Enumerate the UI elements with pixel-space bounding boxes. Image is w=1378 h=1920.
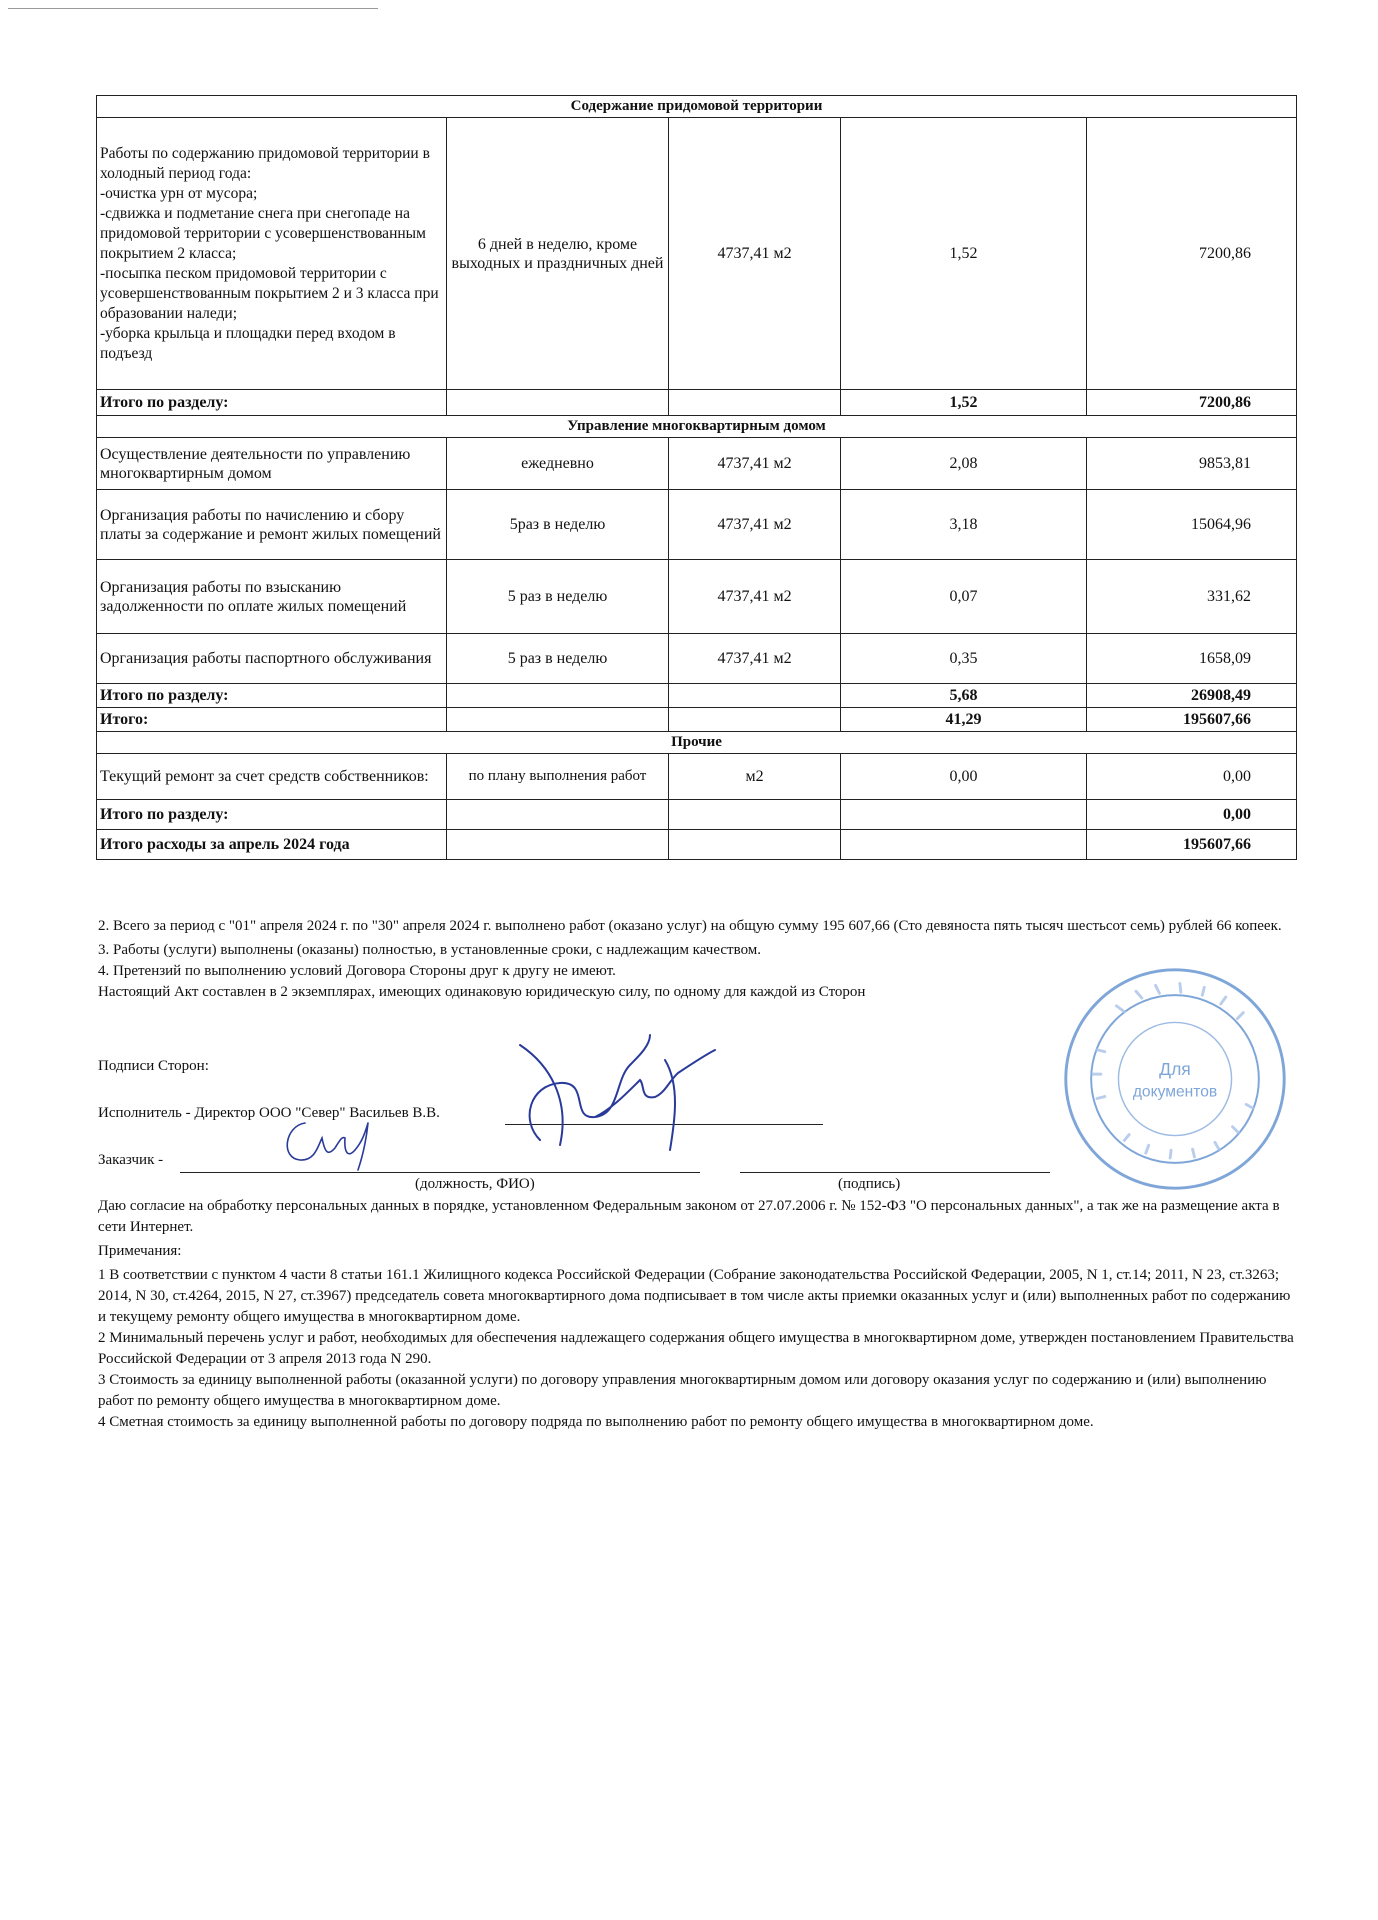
work-description: Работы по содержанию придомовой территории в холодный период года: -очистка урн от мусора; -сдвижка и подметание снега при снегопаде на придомовой территории с усовершенствованным покрытием 2 класса; -посыпка песком придомовой территории с усовершенствованным покрытием 2 и 3 класса при образовании наледи; -уборка крыльца и площадки перед входом в подъезд — [97, 118, 447, 390]
area: 4737,41 м2 — [669, 560, 841, 634]
subtotal-label: Итого по разделу: — [97, 390, 447, 416]
area: м2 — [669, 754, 841, 800]
frequency: 5 раз в неделю — [447, 634, 669, 684]
total-sum: 195607,66 — [1087, 708, 1297, 732]
table-row — [97, 438, 1297, 490]
act-table — [96, 95, 1297, 860]
director-signature — [500, 1025, 760, 1165]
frequency: ежедневно — [447, 438, 669, 490]
subtotal-sum: 26908,49 — [1087, 684, 1297, 708]
subtotal-row — [97, 684, 1297, 708]
table-row — [97, 490, 1297, 560]
subtotal-rate: 5,68 — [841, 684, 1087, 708]
rate: 1,52 — [841, 118, 1087, 390]
customer-sign-line — [740, 1172, 1050, 1173]
note-4: 4 Сметная стоимость за единицу выполненной работы по договору подряда по выполнению работ по ремонту общего имущества в многоквартирном доме. — [98, 1414, 1094, 1430]
sum: 15064,96 — [1087, 490, 1297, 560]
work-description: Организация работы паспортного обслуживания — [97, 634, 447, 684]
subtotal-label: Итого по разделу: — [97, 800, 447, 830]
table-row — [97, 754, 1297, 800]
rate: 0,35 — [841, 634, 1087, 684]
rate: 0,07 — [841, 560, 1087, 634]
frequency: 6 дней в неделю, кроме выходных и праздничных дней — [447, 118, 669, 390]
area: 4737,41 м2 — [669, 438, 841, 490]
work-description: Осуществление деятельности по управлению многоквартирным домом — [97, 438, 447, 490]
sum: 331,62 — [1087, 560, 1297, 634]
stamp-text-2: документов — [1132, 1083, 1218, 1101]
notes-heading: Примечания: — [98, 1243, 182, 1259]
clause-3: 3. Работы (услуги) выполнены (оказаны) полностью, в установленные сроки, с надлежащим качеством. — [98, 942, 762, 958]
work-description: Организация работы по взысканию задолженности по оплате жилых помещений — [97, 560, 447, 634]
area: 4737,41 м2 — [669, 490, 841, 560]
organization-stamp — [1058, 962, 1292, 1196]
area: 4737,41 м2 — [669, 634, 841, 684]
sum: 7200,86 — [1087, 118, 1297, 390]
total-rate: 41,29 — [841, 708, 1087, 732]
frequency: 5 раз в неделю — [447, 560, 669, 634]
sum: 0,00 — [1087, 754, 1297, 800]
section-title-management: Управление многоквартирным домом — [97, 416, 1297, 438]
top-rule — [8, 8, 378, 9]
rate: 3,18 — [841, 490, 1087, 560]
grand-total-row — [97, 830, 1297, 860]
customer-label: Заказчик - — [98, 1152, 164, 1168]
total-row — [97, 708, 1297, 732]
notes-block — [98, 1196, 1298, 1433]
table-row — [97, 560, 1297, 634]
stamp-text-1: Для — [1159, 1059, 1191, 1080]
grand-total-sum: 195607,66 — [1087, 830, 1297, 860]
section-title-other: Прочие — [97, 732, 1297, 754]
executor-label: Исполнитель - Директор ООО "Север" Васильев В.В. — [98, 1105, 440, 1121]
position-caption: (должность, ФИО) — [415, 1176, 535, 1192]
work-description: Организация работы по начислению и сбору платы за содержание и ремонт жилых помещений — [97, 490, 447, 560]
total-label: Итого: — [97, 708, 447, 732]
table-row — [97, 118, 1297, 390]
rate: 2,08 — [841, 438, 1087, 490]
note-3: 3 Стоимость за единицу выполненной работы (оказанной услуги) по договору управления многоквартирным домом или договору оказания услуг по содержанию и (или) выполнению работ по ремонту общего имущества в многоквартирном доме. — [98, 1372, 1267, 1409]
frequency: по плану выполнения работ — [447, 754, 669, 800]
sum: 1658,09 — [1087, 634, 1297, 684]
note-2: 2 Минимальный перечень услуг и работ, необходимых для обеспечения надлежащего содержания общего имущества в многоквартирном доме, утвержден постановлением Правительства Российской Федерации от 3 апреля 2013 года N 290. — [98, 1330, 1294, 1367]
subtotal-row — [97, 390, 1297, 416]
customer-signature — [270, 1108, 380, 1178]
sign-caption: (подпись) — [838, 1176, 901, 1192]
clause-2: 2. Всего за период с "01" апреля 2024 г. по "30" апреля 2024 г. выполнено работ (оказано услуг) на общую сумму 195 607,66 (Сто девяноста пять тысяч шестьсот семь) рублей 66 копеек. — [98, 918, 1282, 934]
subtotal-sum: 0,00 — [1087, 800, 1297, 830]
consent: Даю согласие на обработку персональных данных в порядке, установленном Федеральным законом от 27.07.2006 г. № 152-ФЗ "О персональных данных", а так же на размещение акта в сети Интернет. — [98, 1198, 1280, 1235]
note-1: 1 В соответствии с пунктом 4 части 8 статьи 161.1 Жилищного кодекса Российской Федерации (Собрание законодательства Российской Федерации, 2005, N 1, ст.14; 2011, N 23, ст.3263; 2014, N 30, ст.4264, 2015, N 27, ст.3967) председатель совета многоквартирного дома подписывает в том числе акты приемки оказанных услуг и (или) выполненных работ по содержанию и текущему ремонту общего имущества в многоквартирном доме. — [98, 1267, 1291, 1325]
grand-total-label: Итого расходы за апрель 2024 года — [97, 830, 447, 860]
table-row — [97, 634, 1297, 684]
area: 4737,41 м2 — [669, 118, 841, 390]
signatures-heading: Подписи Сторон: — [98, 1058, 209, 1074]
rate: 0,00 — [841, 754, 1087, 800]
customer-position-line — [180, 1172, 700, 1173]
section-title-territory: Содержание придомовой территории — [97, 96, 1297, 118]
work-description: Текущий ремонт за счет средств собственников: — [97, 754, 447, 800]
subtotal-sum: 7200,86 — [1087, 390, 1297, 416]
frequency: 5раз в неделю — [447, 490, 669, 560]
clause-4: 4. Претензий по выполнению условий Договора Стороны друг к другу не имеют. — [98, 963, 616, 979]
subtotal-row — [97, 800, 1297, 830]
subtotal-label: Итого по разделу: — [97, 684, 447, 708]
subtotal-rate: 1,52 — [841, 390, 1087, 416]
sum: 9853,81 — [1087, 438, 1297, 490]
copies-statement: Настоящий Акт составлен в 2 экземплярах, имеющих одинаковую юридическую силу, по одному для каждой из Сторон — [98, 984, 866, 1000]
